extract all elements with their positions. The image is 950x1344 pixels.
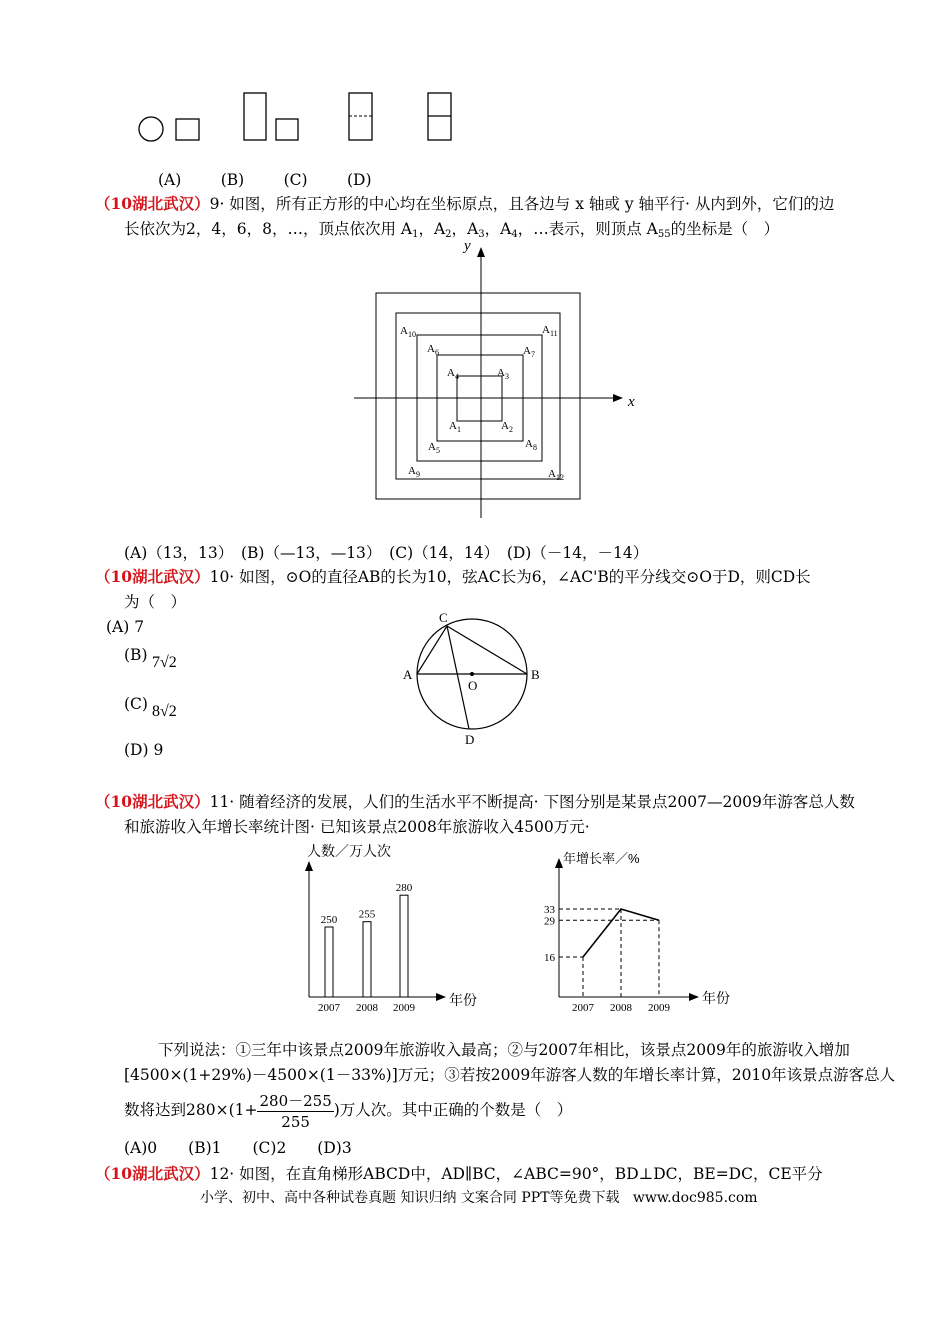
- vertex-A4: $A_4$: [447, 367, 459, 381]
- q9-options: (A)（13，13） (B)（—13，—13） (C)（14，14） (D)（－14，－14）: [124, 544, 649, 562]
- q9-line1: [95, 192, 834, 216]
- vertex-A11: $A_{11}$: [542, 324, 558, 338]
- q10-source: （10湖北武汉）: [95, 567, 210, 586]
- bar-chart-ylabel: 人数／万人次: [307, 843, 391, 859]
- x-tick-label: 2009: [648, 1002, 670, 1014]
- q11-line1: （10湖北武汉）11· 随着经济的发展，人们的生活水平不断提高· 下图分别是某景点2007—2009年游客总人数: [95, 792, 855, 811]
- chord-AC: [417, 626, 447, 674]
- line-chart-xlabel: 年份: [702, 990, 730, 1006]
- bar-2009: [400, 895, 408, 997]
- q10-line2: 为（ ）: [124, 593, 187, 611]
- bar-value-label: 280: [395, 882, 413, 895]
- line-chart-ylabel: 年增长率／%: [563, 851, 640, 866]
- q11-statement2: [4500×(1+29%)－4500×(1－33%)]万元；③若按2009年游客人数的年增长率计算，2010年该景点游客总人: [124, 1066, 896, 1084]
- q8-square: [176, 119, 199, 140]
- label-O: O: [468, 678, 478, 693]
- bar-category-label: 2009: [393, 1002, 415, 1014]
- footer: 小学、初中、高中各种试卷真题 知识归纳 文案合同 PPT等免费下载 www.doc985.com: [200, 1190, 758, 1206]
- vertex-A12: $A_{12}$: [548, 468, 564, 482]
- q11-line2: 和旅游收入年增长率统计图· 已知该景点2008年旅游收入4500万元·: [124, 818, 590, 836]
- center-dot: [470, 672, 474, 676]
- q9-square-figure: [340, 236, 650, 526]
- q8-options: (A) (B) (C) (D): [158, 171, 372, 189]
- vertex-A8: $A_8$: [525, 438, 537, 452]
- q10-option-b-value: 7√2: [152, 654, 177, 671]
- vertex-A5: $A_5$: [428, 441, 440, 455]
- q10-option-c: (C): [124, 695, 148, 713]
- label-C: C: [439, 610, 448, 625]
- vertex-A10: $A_{10}$: [400, 325, 416, 339]
- q9-text1: 9· 如图，所有正方形的中心均在坐标原点，且各边与 x 轴或 y 轴平行· 从内到外，它们的边: [209, 195, 835, 213]
- x-tick-label: 2008: [610, 1002, 632, 1014]
- q12-line1: （10湖北武汉）12· 如图，在直角梯形ABCD中，AD∥BC，∠ABC=90°，BD⊥DC，BE=DC，CE平分: [95, 1164, 823, 1183]
- vertex-A6: $A_6$: [427, 343, 439, 357]
- y-tick-label: 29: [544, 915, 555, 928]
- bar-value-label: 255: [358, 908, 376, 921]
- q8-tall-rect: [244, 93, 266, 140]
- vertex-A9: $A_9$: [408, 465, 420, 479]
- q10-option-d: (D) 9: [124, 741, 164, 759]
- bar-chart-xlabel: 年份: [449, 992, 477, 1008]
- bar-chart: [295, 840, 495, 1020]
- chord-CB: [447, 626, 527, 674]
- bar-2007: [325, 927, 333, 997]
- q10-option-b: (B): [124, 646, 148, 664]
- bar-2008: [363, 922, 371, 997]
- vertex-A2: $A_2$: [501, 420, 513, 434]
- q8-small-square: [276, 119, 298, 140]
- bar-category-label: 2008: [356, 1002, 378, 1014]
- square-side-8: [396, 313, 560, 479]
- q8-circle: [139, 117, 163, 141]
- q10-line1: （10湖北武汉）10· 如图，⊙O的直径AB的长为10，弦AC长为6，∠AC'B的平分线交⊙O于D，则CD长: [95, 567, 811, 586]
- q10-option-c-value: 8√2: [152, 703, 177, 720]
- chord-CD: [447, 626, 469, 729]
- q11-statement1: 下列说法：①三年中该景点2009年旅游收入最高；②与2007年相比，该景点2009年的旅游收入增加: [158, 1041, 850, 1059]
- q8-view-figures: [130, 88, 470, 148]
- line-chart: [535, 845, 745, 1020]
- vertex-A1: $A_1$: [449, 420, 461, 434]
- q11-options: (A)0 (B)1 (C)2 (D)3: [124, 1139, 352, 1157]
- vertex-A7: $A_7$: [523, 345, 535, 359]
- q9-source: （10湖北武汉）: [95, 194, 210, 213]
- q11-statement3: 数将达到280×(1+ $\frac{280-255}{255}$ )万人次。其中正确的个数是（ ）: [124, 1091, 573, 1131]
- label-A: A: [403, 667, 413, 682]
- y-tick-label: 33: [544, 904, 555, 916]
- vertex-A3: $A_3$: [497, 367, 509, 381]
- q10-circle-figure: [395, 608, 555, 753]
- x-tick-label: 2007: [572, 1002, 594, 1014]
- q9-line2: 长依次为2，4，6，8，…，顶点依次用 $A_1$，$A_2$，$A_3$，$A_4$，…表示，则顶点 $A_{55}$的坐标是（ ）: [124, 220, 780, 240]
- q10-option-a: (A) 7: [106, 618, 145, 636]
- y-tick-label: 16: [544, 952, 555, 964]
- bar-category-label: 2007: [318, 1002, 340, 1014]
- x-axis-label: x: [628, 394, 635, 410]
- bar-value-label: 250: [320, 914, 338, 926]
- label-B: B: [531, 667, 540, 682]
- q11-fraction: $\frac{280-255}{255}$: [259, 1091, 332, 1131]
- q12-source: （10湖北武汉）: [95, 1164, 210, 1183]
- q11-source: （10湖北武汉）: [95, 792, 210, 811]
- label-D: D: [465, 732, 475, 747]
- y-axis-label: y: [464, 238, 471, 254]
